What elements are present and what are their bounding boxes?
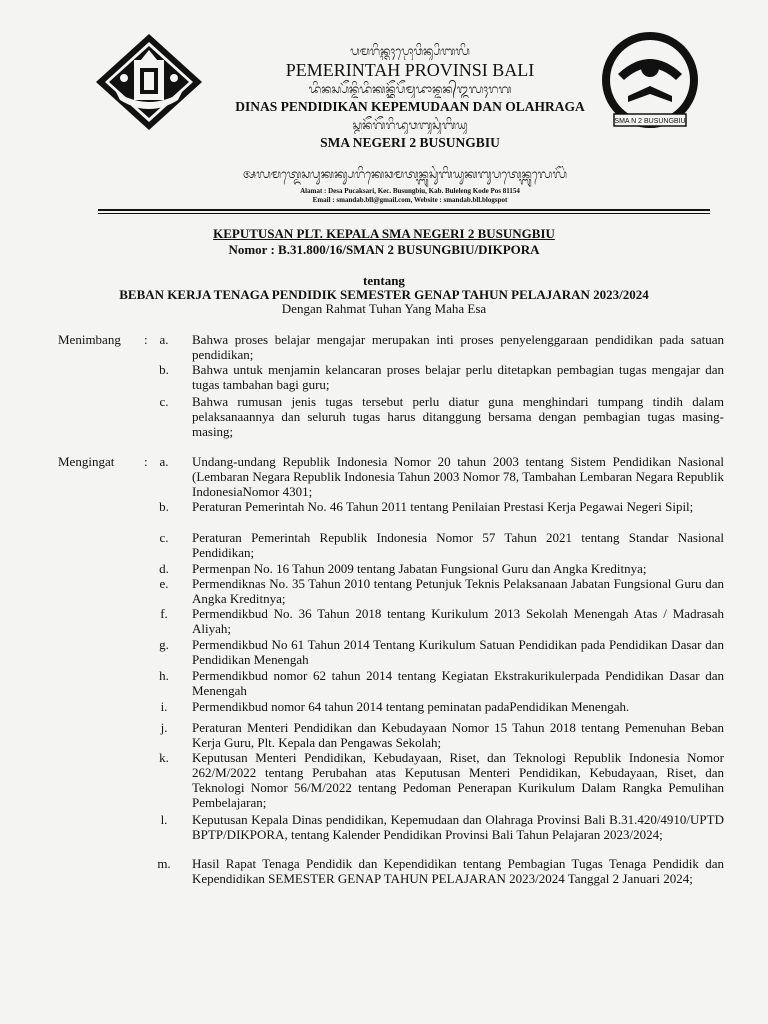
item-text: Peraturan Pemerintah Republik Indonesia Nomor 57 Tahun 2021 tentang Standar Nasional Pendidikan; [192,530,724,560]
item-marker: c. [159,394,169,409]
mengingat-item [150,530,724,560]
garuda-province-crest-icon [94,32,204,132]
item-marker: g. [159,637,169,652]
mengingat-item [150,668,724,698]
mengingat-item [150,499,724,514]
school-address: Alamat : Desa Pucaksari, Kec. Busungbiu, Kab. Buleleng Kode Pos 81154 [300,187,520,195]
mengingat-item [150,856,724,886]
item-marker: j. [160,720,168,735]
item-text: Peraturan Pemerintah No. 46 Tahun 2011 tentang Penilaian Prestasi Kerja Pegawai Negeri Sipil; [192,499,694,514]
menimbang-item [150,332,724,362]
item-marker: m. [157,856,171,871]
menimbang-item [150,362,724,392]
department-name: DINAS PENDIDIKAN KEPEMUDAAN DAN OLAHRAGA [235,99,585,114]
logo-ribbon-text: SMA N 2 BUSUNGBIU [614,118,686,125]
mengingat-item [150,561,724,576]
item-text: Permendikbud nomor 64 tahun 2014 tentang peminatan padaPendidikan Menengah. [192,699,630,714]
item-text: Keputusan Menteri Pendidikan, Kebudayaan, Riset, dan Teknologi Republik Indonesia Nomor 262/M/2022 tentang Perubahan atas Keputusan Menteri Pendidikan, Kebudayaan, Riset, dan Teknologi Nomor 56/M/2022 tentang Pedoman Penerapan Kurikulum Dalam Rangka Pemulihan Pembelajaran; [192,750,724,810]
mengingat-colon: : [144,454,148,469]
item-marker: f. [160,606,168,621]
item-text: Permendiknas No. 35 Tahun 2010 tentang Petunjuk Teknis Pelaksanaan Jabatan Fungsional Guru dan Angka Kreditnya; [192,576,724,606]
letterhead-rule-thin [98,213,710,214]
item-marker: l. [160,812,168,827]
school-email: Email : smandab.bll@gmail.com, Website : smandab.bll.blogspot [312,196,508,204]
item-text: Peraturan Menteri Pendidikan dan Kebudayaan Nomor 15 Tahun 2018 tentang Pemenuhan Beban Kerja Guru, Plt. Kepala dan Pengawas Sekolah; [192,720,724,750]
mengingat-item [150,454,724,499]
item-marker: b. [159,499,169,514]
decree-title: KEPUTUSAN PLT. KEPALA SMA NEGERI 2 BUSUNGBIU [213,226,555,241]
item-marker: i. [160,699,168,714]
item-text: Bahwa rumusan jenis tugas tersebut perlu diatur guna menghindari tumpang tindih dalam pelaksanaannya dan seluruh tugas harus ditanggung bersama dengan pembagian tugas masing-masing; [192,394,724,439]
item-marker: k. [159,750,169,765]
mengingat-item [150,699,724,714]
balinese-script-address: ᬅᬮᬫᬢ᭄ᬤᬾᬲᬧᬸᬓᬓ᭄ᬲᬭᬶᬓᬾᬘᬫᬢᬦ᭄ᬩᬸᬲᬸᬂᬩᬶᬬᬸᬓᬩᬸᬧᬢᬾᬦ᭄ᬩᬸᬮᬾᬮᭂᬂ [242,167,568,181]
menimbang-item [150,394,724,439]
item-text: Hasil Rapat Tenaga Pendidik dan Kependidikan tentang Pembagian Tugas Tenaga Pendidik dan Kependidikan SEMESTER GENAP TAHUN PELAJARAN 2023/2024 Tanggal 2 Januari 2024; [192,856,724,886]
item-marker: c. [159,530,169,545]
balinese-script-line: ᬧᬫᬭᬶᬦ᭄ᬢᬄᬧ᭄ᬭᭀᬯᬶᬦ᭄ᬲᬶᬩᬮᬶ [350,44,470,58]
menimbang-label: Menimbang [58,332,121,347]
item-marker: b. [159,362,169,377]
government-name: PEMERINTAH PROVINSI BALI [285,60,535,80]
mengingat-item [150,576,724,606]
letterhead-rule-thick [98,209,710,211]
balinese-script-line: ᬤᬶᬦᬲ᭄ᬧᭂᬦ᭄ᬤᬶᬤᬶᬓᬦ᭄ᬓᭂᬧᭂᬫᬸᬤᬵᬦ᭄ᬤᬦ᭄ᬑᬮᬄᬭᬕ [308,82,512,96]
letterhead [190,42,630,152]
item-marker: d. [159,561,169,576]
item-text: Permendikbud nomor 62 tahun 2014 tentang Kegiatan Ekstrakurikulerpada Pendidikan Dasar dan Menengah [192,668,724,698]
decree-about: tentang [363,273,405,288]
decree-number: Nomor : B.31.800/16/SMAN 2 BUSUNGBIU/DIKPORA [228,242,540,257]
mengingat-item [150,606,724,636]
item-text: Undang-undang Republik Indonesia Nomor 20 tahun 2003 tentang Sistem Pendidikan Nasional (Lembaran Negara Republik Indonesia Tahun 2003 Nomor 78, Tambahan Lembaran Negara Republik IndonesiaNomor 4301; [192,454,724,499]
mengingat-item [150,750,724,810]
decree-subject: BEBAN KERJA TENAGA PENDIDIK SEMESTER GENAP TAHUN PELAJARAN 2023/2024 [119,287,649,302]
mengingat-item [150,720,724,750]
mengingat-item [150,812,724,842]
item-marker: a. [159,454,169,469]
item-text: Bahwa proses belajar mengajar merupakan inti proses penyelenggaraan pendidikan pada satuan pendidikan; [192,332,724,362]
school-name: SMA NEGERI 2 BUSUNGBIU [320,135,500,150]
decree-blessing: Dengan Rahmat Tuhan Yang Maha Esa [281,301,487,316]
item-marker: e. [159,576,169,591]
item-text: Keputusan Kepala Dinas pendidikan, Kepemudaan dan Olahraga Provinsi Bali B.31.420/4910/UPTD BPTP/DIKPORA, tentang Kalender Pendidikan Provinsi Bali Tahun Pelajaran 2023/2024; [192,812,724,842]
mengingat-label: Mengingat [58,454,115,469]
balinese-script-line: ᬲ᭄ᬫᬦᭂᬕᭂᬭᬶᬤᬸᬯᬩᬸᬲᬸᬂᬩᬶᬬᬸ [352,118,468,132]
item-text: Bahwa untuk menjamin kelancaran proses belajar perlu ditetapkan pembagian tugas mengajar dan tugas tambahan bagi guru; [192,362,724,392]
mengingat-item [150,637,724,667]
letterhead-contact [190,187,630,205]
item-marker: a. [159,332,169,347]
item-marker: h. [159,668,169,683]
item-text: Permenpan No. 16 Tahun 2009 tentang Jabatan Fungsional Guru dan Angka Kreditnya; [192,561,647,576]
item-text: Permendikbud No 61 Tahun 2014 Tentang Kurikulum Satuan Pendidikan pada Pendidikan Dasar dan Pendidikan Menengah [192,637,724,667]
item-text: Permendikbud No. 36 Tahun 2018 tentang Kurikulum 2013 Sekolah Menengah Atas / Madrasah Aliyah; [192,606,724,636]
menimbang-colon: : [144,332,148,347]
